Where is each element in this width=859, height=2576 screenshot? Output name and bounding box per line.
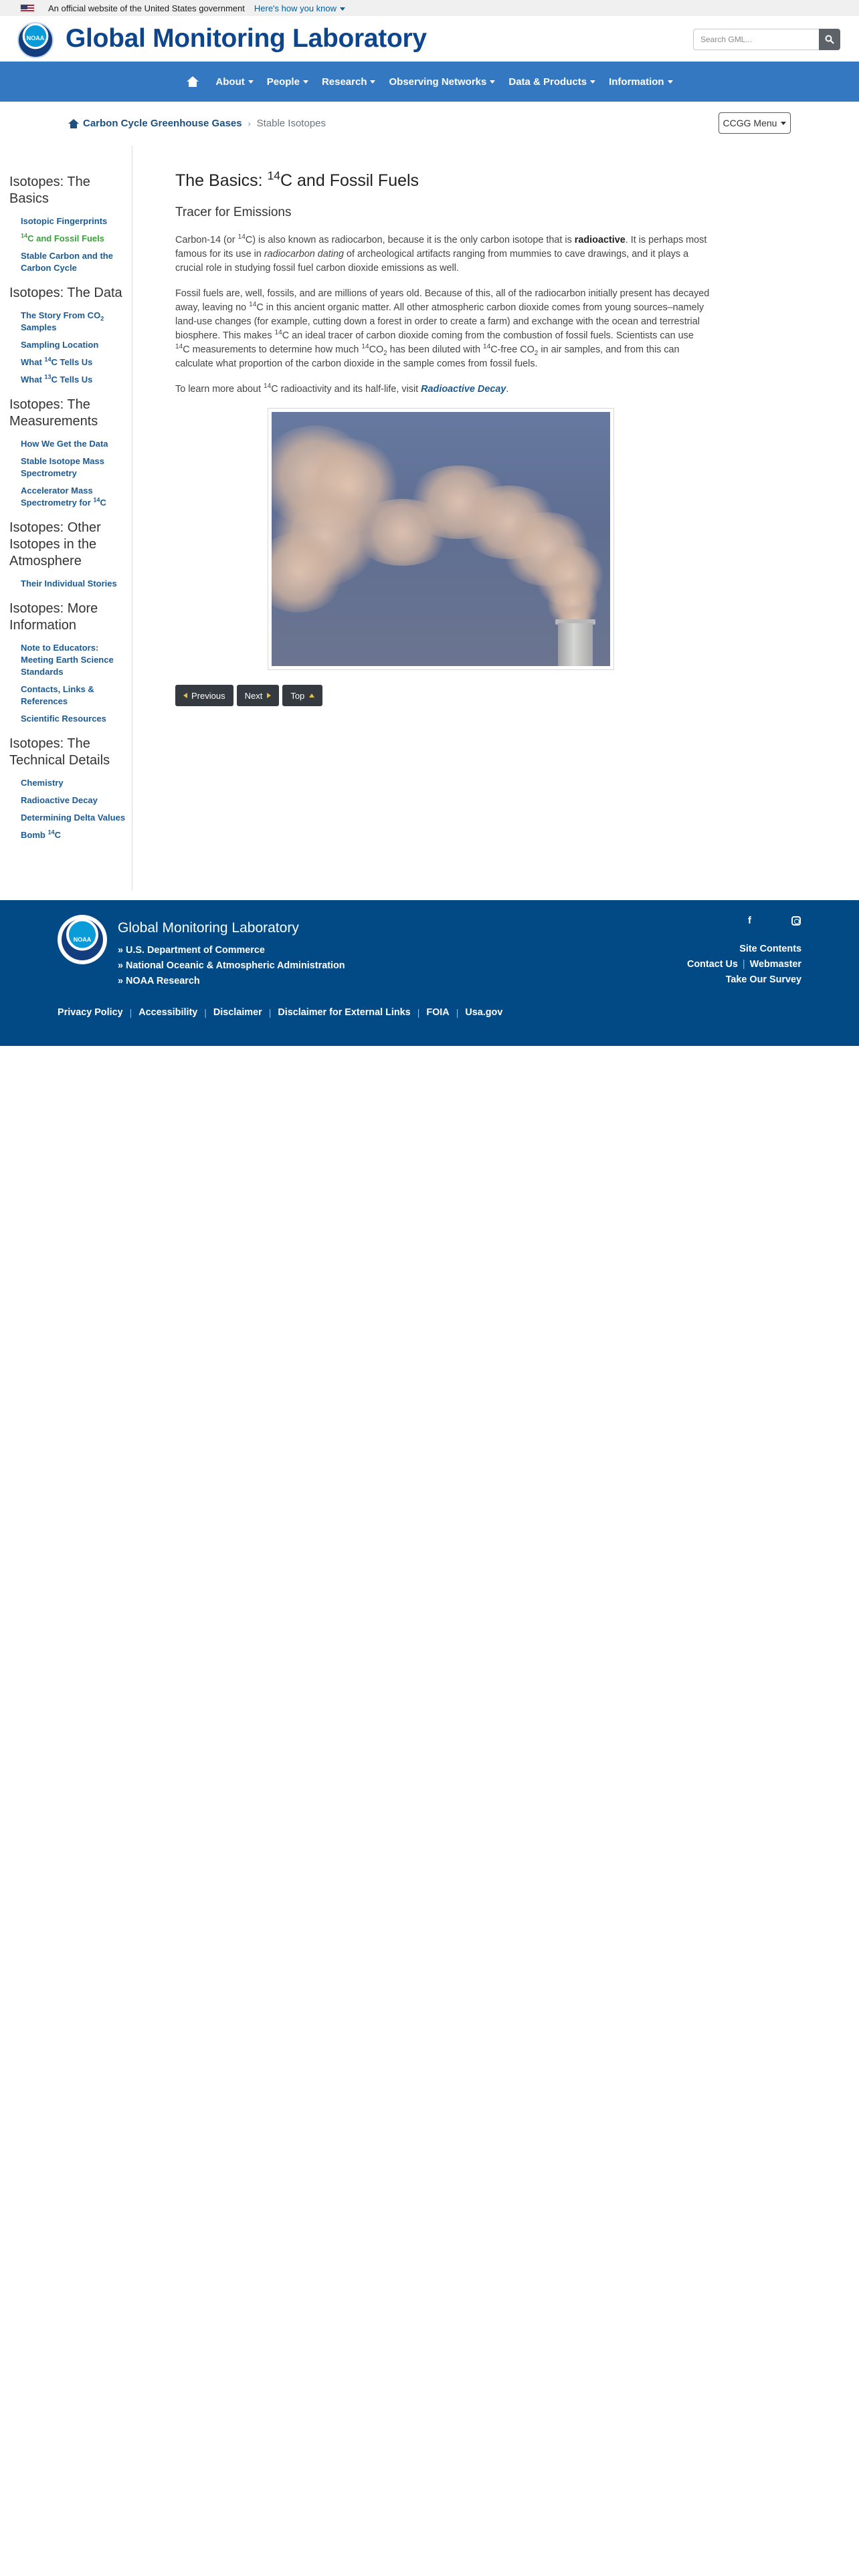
search-input[interactable]: Search GML... (693, 29, 819, 50)
footer-link-privacy[interactable]: Privacy Policy (58, 1007, 123, 1018)
nav-people[interactable]: People (267, 76, 308, 88)
nav-observing-networks[interactable]: Observing Networks (389, 76, 495, 88)
chevron-down-icon (340, 7, 345, 11)
site-header (0, 16, 859, 62)
footer-link-usagov[interactable]: Usa.gov (465, 1007, 503, 1018)
smokestack (558, 623, 593, 666)
footer-noaa-logo[interactable]: NOAA (58, 915, 107, 964)
sidebar-item-delta-values[interactable]: Determining Delta Values (21, 813, 126, 823)
sidebar-item-radioactive-decay[interactable]: Radioactive Decay (21, 795, 98, 805)
footer-site-links: Site Contents Contact Us | Webmaster Take Our Survey (686, 944, 801, 985)
previous-button[interactable]: Previous (175, 685, 233, 706)
paragraph-fossil-fuels: Fossil fuels are, well, fossils, and are millions of years old. Because of this, all of the radiocarbon initially present has decayed away, leaving no $^{14}$C in this ancient organic matter. All other atmospheric carbon dioxide comes from young sources–namely land-use changes (for example, cutting down a forest in order to create a farm) and exchange with the ocean and terrestrial biosphere. This makes $^{14}$C an ideal tracer of carbon dioxide coming from the combustion of fossil fuels. Scientists can use $^{14}$C measurements to determine how much $^{14}CO_2$ has been diluted with $^{14}$C-free $CO_2$ in air samples, and from this can calculate what proportion of the carbon dioxide in the sample comes from fossil fuels. (175, 288, 710, 369)
footer-link-commerce[interactable]: » U.S. Department of Commerce (118, 945, 265, 956)
footer-link-contact[interactable]: Contact Us (686, 959, 738, 970)
us-flag-icon (20, 4, 35, 13)
sidebar-heading: Isotopes: The Basics (9, 175, 90, 206)
footer-link-foia[interactable]: FOIA (426, 1007, 450, 1018)
sidebar-item-scientific-resources[interactable]: Scientific Resources (21, 714, 106, 724)
sidebar-item-bomb-14c[interactable]: Bomb $^{14}$C (21, 829, 61, 840)
sidebar-item-how-we-get-data[interactable]: How We Get the Data (21, 439, 108, 449)
sidebar-item-ams-14c[interactable]: Accelerator Mass Spectrometry for $^{14}$C (21, 486, 106, 508)
breadcrumb (68, 118, 326, 129)
sidebar-section-data (9, 285, 132, 386)
chevron-down-icon (781, 122, 786, 125)
section-subtitle: Tracer for Emissions (175, 205, 292, 219)
arrow-left-icon (183, 693, 187, 698)
site-title[interactable]: Global Monitoring Laboratory (66, 24, 427, 53)
sidebar-heading: Isotopes: The Technical Details (9, 736, 110, 768)
arrow-up-icon (309, 693, 314, 697)
heres-how-you-know-link[interactable]: Here's how you know (254, 3, 345, 13)
sidebar-section-other (9, 520, 132, 590)
content-area (0, 146, 859, 891)
sidebar-heading: Isotopes: More Information (9, 601, 98, 633)
sidebar-section-basics (9, 174, 132, 274)
home-icon (68, 119, 80, 128)
gov-banner (0, 0, 859, 16)
arrow-right-icon (267, 693, 271, 698)
footer-link-disclaimer[interactable]: Disclaimer (213, 1007, 262, 1018)
paragraph-learn-more: To learn more about $^{14}$C radioactivity and its half-life, visit Radioactive Decay. (175, 383, 509, 395)
footer-agency-links (118, 943, 345, 989)
main-nav (0, 62, 859, 102)
sidebar-item-story-co2[interactable]: The Story From $CO_2$ Samples (21, 310, 104, 332)
footer-title: Global Monitoring Laboratory (118, 920, 299, 936)
pager (175, 685, 710, 706)
chevron-down-icon (370, 80, 375, 84)
sidebar-item-chemistry[interactable]: Chemistry (21, 778, 64, 788)
chevron-down-icon (490, 80, 495, 84)
chevron-down-icon (248, 80, 254, 84)
sidebar-item-what-13c[interactable]: What $^{13}$C Tells Us (21, 373, 93, 385)
sidebar-section-measurements (9, 397, 132, 509)
footer-link-noaa[interactable]: » National Oceanic & Atmospheric Administration (118, 960, 345, 971)
smokestack-photo (268, 408, 614, 670)
nav-research[interactable]: Research (322, 76, 376, 88)
nav-about[interactable]: About (215, 76, 253, 88)
sidebar (0, 146, 132, 891)
nav-home[interactable] (186, 76, 202, 87)
sidebar-item-stable-isotope-ms[interactable]: Stable Isotope Mass Spectrometry (21, 456, 104, 478)
home-icon (186, 76, 199, 87)
sidebar-item-note-to-educators[interactable]: Note to Educators: Meeting Earth Science Standards (21, 643, 114, 677)
sidebar-item-individual-stories[interactable]: Their Individual Stories (21, 578, 117, 588)
paragraph-intro: Carbon-14 (or $^{14}$C) is also known as radiocarbon, because it is the only carbon isotope that is radioactive. It is perhaps most famous for its use in radiocarbon dating of archeological artifacts ranging from mummies to cave drawings, and it plays a crucial role in studying fossil fuel carbon dioxide emissions as well. (175, 233, 707, 274)
radioactive-decay-link[interactable]: Radioactive Decay (421, 384, 506, 395)
footer-link-site-contents[interactable]: Site Contents (739, 944, 801, 954)
instagram-icon[interactable] (791, 916, 801, 926)
breadcrumb-row (0, 102, 859, 146)
nav-data-products[interactable]: Data & Products (508, 76, 595, 88)
chevron-down-icon (668, 80, 673, 84)
smokestack-image (272, 412, 610, 666)
sidebar-heading: Isotopes: The Measurements (9, 397, 98, 429)
sidebar-item-contacts[interactable]: Contacts, Links & References (21, 684, 94, 706)
sidebar-section-more-info (9, 601, 132, 725)
sidebar-item-sampling-location[interactable]: Sampling Location (21, 340, 99, 350)
footer-link-accessibility[interactable]: Accessibility (138, 1007, 198, 1018)
sidebar-heading: Isotopes: The Data (9, 286, 122, 300)
footer-link-webmaster[interactable]: Webmaster (749, 959, 801, 970)
sidebar-item-what-14c[interactable]: What $^{14}$C Tells Us (21, 356, 93, 367)
footer-legal-links: Privacy Policy | Accessibility | Disclaimer | Disclaimer for External Links | FOIA | Usa.gov (58, 1007, 503, 1018)
sidebar-item-14c-fossil-fuels[interactable]: $^{14}$C and Fossil Fuels (21, 232, 104, 243)
page-title: The Basics: $^{14}$C and Fossil Fuels (175, 169, 419, 190)
footer-link-external-disclaimer[interactable]: Disclaimer for External Links (278, 1007, 411, 1018)
sidebar-heading: Isotopes: Other Isotopes in the Atmosphere (9, 520, 101, 568)
top-button[interactable]: Top (282, 685, 322, 706)
ccgg-menu-button[interactable]: CCGG Menu (719, 112, 791, 134)
breadcrumb-separator: › (248, 118, 251, 128)
main-content (175, 146, 710, 706)
gov-banner-text: An official website of the United States government (48, 3, 245, 13)
next-button[interactable]: Next (237, 685, 280, 706)
search-button[interactable] (819, 29, 840, 50)
facebook-icon[interactable]: f (748, 915, 751, 926)
chevron-down-icon (303, 80, 308, 84)
chevron-down-icon (590, 80, 595, 84)
noaa-logo[interactable]: NOAA (17, 22, 54, 58)
footer-link-survey[interactable]: Take Our Survey (725, 974, 801, 985)
site-footer (0, 900, 859, 1046)
sidebar-section-technical (9, 736, 132, 841)
sidebar-item-stable-carbon[interactable]: Stable Carbon and the Carbon Cycle (21, 251, 113, 273)
nav-information[interactable]: Information (609, 76, 673, 88)
breadcrumb-current: Stable Isotopes (256, 118, 326, 129)
sidebar-item-isotopic-fingerprints[interactable]: Isotopic Fingerprints (21, 216, 108, 226)
footer-link-noaa-research[interactable]: » NOAA Research (118, 976, 200, 986)
search-icon (825, 35, 834, 44)
breadcrumb-link-ccgg[interactable]: Carbon Cycle Greenhouse Gases (83, 118, 242, 129)
